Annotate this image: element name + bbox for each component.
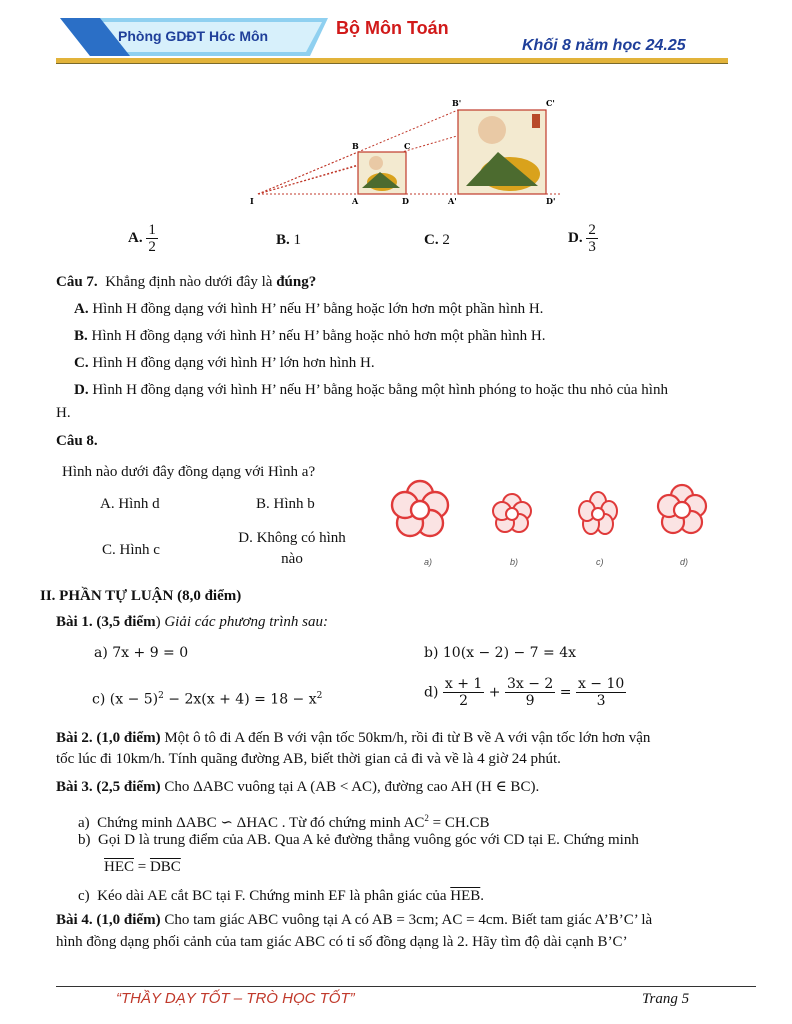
q8-option-a: A. Hình d (100, 496, 160, 512)
q6-option-b: B. 1 (276, 232, 302, 248)
homothety-figure (240, 96, 580, 211)
label-b: B (352, 141, 359, 151)
q8-option-c: C. Hình c (102, 542, 160, 558)
bai3-part-c: c) Kéo dài AE cắt BC tại F. Chứng minh EF là phân giác của $\overline{HEB}$. (78, 888, 485, 904)
label-c-prime: C' (546, 98, 555, 108)
q6-option-a: A. $\frac{1}{2}$ (128, 222, 156, 255)
bai1-eq-c: c) $(x - 5)^2 - 2x(x + 4) = 18 - x^2$ (92, 691, 323, 708)
q6-option-d: D. $\frac{2}{3}$ (568, 222, 596, 255)
header-left-banner (60, 18, 328, 56)
q7-option-b: B. Hình H đồng dạng với hình H’ nếu H’ bằng hoặc nhỏ hơn một phần hình H. (74, 328, 546, 344)
flower-a (388, 476, 452, 560)
q8-option-b: B. Hình b (256, 496, 315, 512)
q7-option-c: C. Hình H đồng dạng với hình H’ lớn hơn hình H. (74, 355, 375, 371)
page-number: Trang 5 (642, 991, 690, 1007)
bai1-eq-d: d) $\frac{x + 1}{2}$ + $\frac{3x - 2}{9}$ = $\frac{x - 10}{3}$ (424, 676, 625, 709)
bai3-part-b-angles: $\overline{HEC} = \overline{DBC}$ (104, 859, 181, 875)
label-d-prime: D' (546, 196, 556, 206)
q7-option-a: A. Hình H đồng dạng với hình H’ nếu H’ bằng hoặc lớn hơn một phần hình H. (74, 301, 544, 317)
flower-label-b: b) (510, 557, 519, 567)
bai1-heading: Bài 1. (3,5 điểm) Giải các phương trình sau: (56, 614, 329, 630)
bai3-part-a: a) Chứng minh ΔABC ∽ ΔHAC . Từ đó chứng minh $AC^2 = CH.CB$ (78, 813, 490, 831)
header-grade-year: Khối 8 năm học 24.25 (522, 37, 686, 54)
footer-rule (56, 986, 756, 987)
flower-c (570, 488, 626, 560)
part2-title: II. PHẦN TỰ LUẬN (8,0 điểm) (40, 588, 242, 604)
label-a-prime: A' (448, 196, 457, 206)
q8-label: Câu 8. (56, 433, 98, 449)
bai1-eq-a: a) 7x + 9 = 0 (94, 645, 189, 661)
header-department: Phòng GDĐT Hóc Môn (118, 28, 269, 44)
bai1-eq-b: b) 10(x − 2) − 7 = 4x (424, 645, 577, 661)
q7-option-d: D. Hình H đồng dạng với hình H’ nếu H’ bằng hoặc bằng một hình phóng to hoặc thu nhỏ của hình (74, 382, 668, 398)
q7-option-d-continuation: H. (56, 405, 71, 421)
label-c: C (404, 141, 411, 151)
label-i: I (250, 196, 254, 206)
flower-label-c: c) (596, 557, 604, 567)
bai3-part-b: b) Gọi D là trung điểm của AB. Qua A kẻ đường thẳng vuông góc với CD tại E. Chứng minh (78, 832, 639, 848)
flower-label-d: d) (680, 557, 689, 567)
q6-option-c: C. 2 (424, 232, 450, 248)
flower-d (652, 480, 712, 560)
q7-stem: Câu 7. Khẳng định nào dưới đây là đúng? (56, 274, 317, 290)
bai2-line2: tốc lúc đi 10km/h. Tính quãng đường AB, biết thời gian cả đi và về là 4 giờ 24 phút. (56, 751, 561, 767)
flower-b (486, 490, 538, 560)
footer-slogan: “THẦY DẠY TỐT – TRÒ HỌC TỐT” (116, 990, 355, 1007)
bai4-line2: hình đồng dạng phối cảnh của tam giác ABC có tỉ số đồng dạng là 2. Hãy tìm độ dài cạnh B’C’ (56, 934, 628, 950)
bai3-heading: Bài 3. (2,5 điểm) Cho ΔABC vuông tại A (AB < AC), đường cao AH (H ∈ BC). (56, 779, 540, 795)
header-subject: Bộ Môn Toán (336, 18, 449, 38)
header-rule-thin (56, 63, 728, 64)
flower-label-a: a) (424, 557, 433, 567)
label-a: A (352, 196, 359, 206)
bai4-line1: Bài 4. (1,0 điểm) Cho tam giác ABC vuông tại A có AB = 3cm; AC = 4cm. Biết tam giác A’B’C’ là (56, 912, 653, 928)
label-d: D (402, 196, 409, 206)
label-b-prime: B' (452, 98, 462, 108)
q8-option-d: D. Không có hình nào (238, 530, 346, 567)
bai2-line1: Bài 2. (1,0 điểm) Một ô tô đi A đến B với vận tốc 50km/h, rồi đi từ B về A với vận tốc lớn hơn vận (56, 730, 651, 746)
q8-stem: Hình nào dưới đây đồng dạng với Hình a? (62, 464, 316, 480)
